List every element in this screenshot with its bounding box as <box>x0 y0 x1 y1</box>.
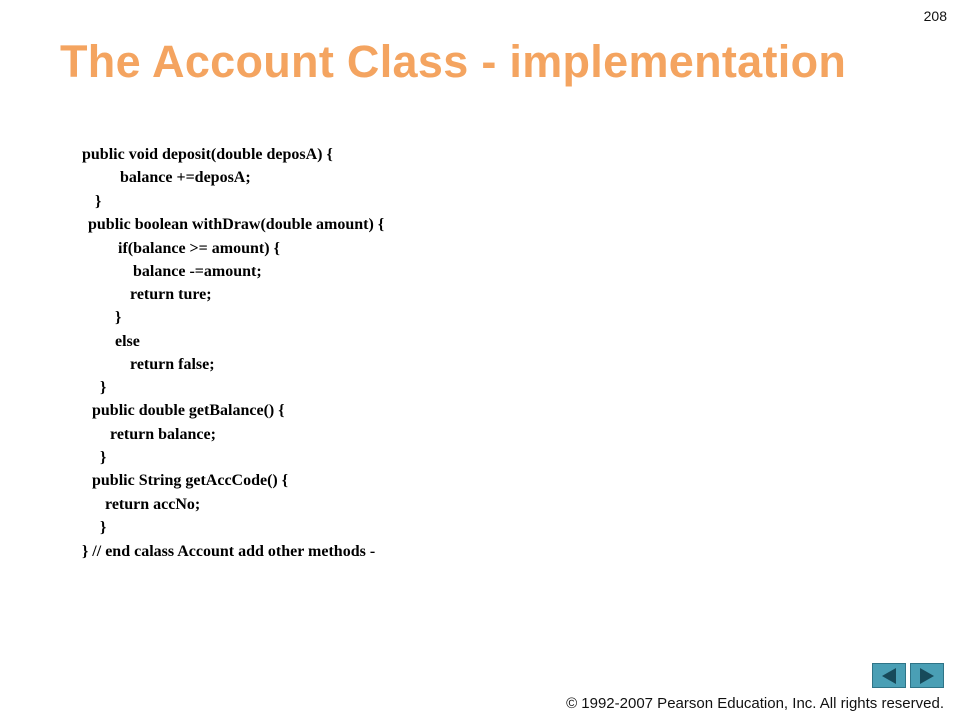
slide-title: The Account Class - implementation <box>60 36 847 87</box>
code-line: } // end calass Account add other methods - <box>82 543 376 560</box>
code-line: public String getAccCode() { <box>92 472 289 489</box>
code-line: public void deposit(double deposA) { <box>82 146 333 163</box>
code-line: return false; <box>130 356 215 373</box>
previous-slide-button[interactable] <box>872 663 906 688</box>
code-line: public double getBalance() { <box>92 402 285 419</box>
code-line: } <box>100 449 107 466</box>
triangle-left-icon <box>879 667 899 685</box>
code-line: public boolean withDraw(double amount) { <box>88 216 385 233</box>
code-line: balance +=deposA; <box>120 169 251 186</box>
code-line: return accNo; <box>105 496 201 513</box>
code-line: return balance; <box>110 426 216 443</box>
triangle-right-icon <box>917 667 937 685</box>
next-slide-button[interactable] <box>910 663 944 688</box>
code-line: balance -=amount; <box>133 263 262 280</box>
code-line: } <box>115 309 122 326</box>
code-line: return ture; <box>130 286 212 303</box>
code-line: } <box>100 519 107 536</box>
code-line: if(balance >= amount) { <box>118 240 280 257</box>
code-line: else <box>115 333 140 350</box>
copyright-notice: © 1992-2007 Pearson Education, Inc. All rights reserved. <box>566 695 944 712</box>
code-line: } <box>100 379 107 396</box>
code-line: } <box>95 193 102 210</box>
page-number: 208 <box>923 8 947 24</box>
